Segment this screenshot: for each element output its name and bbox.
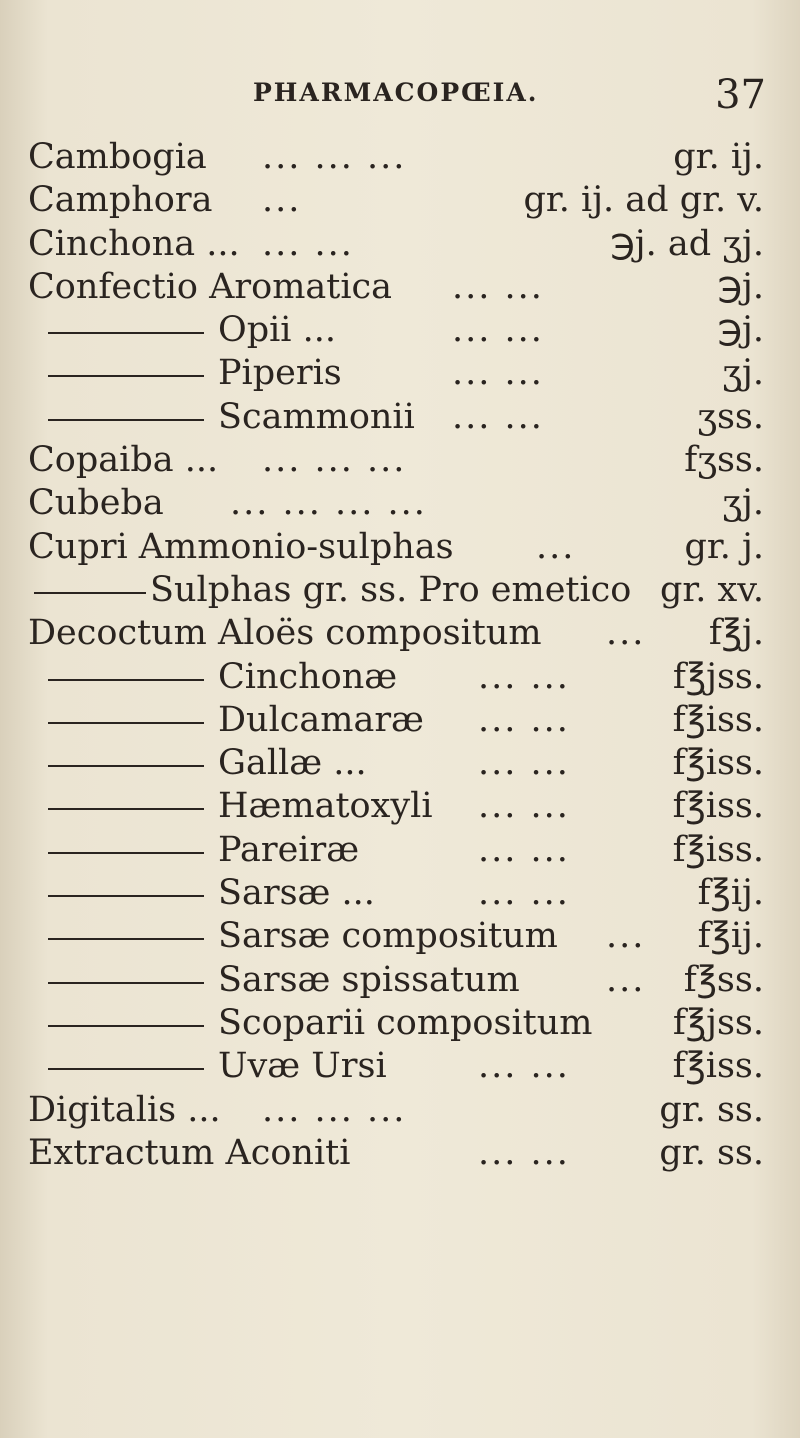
ditto-dash	[48, 895, 204, 897]
entry-name: Dulcamaræ	[218, 699, 424, 740]
ditto-dash	[48, 982, 204, 984]
entry-name: Sarsæ ...	[218, 873, 375, 914]
ditto-dash	[34, 592, 146, 594]
list-item	[0, 915, 800, 958]
page-number: 37	[715, 72, 766, 118]
leader-dots: ... ... ...	[262, 137, 407, 177]
leader-dots: ... ...	[478, 873, 570, 914]
leader-dots: ... ...	[478, 786, 570, 827]
list-item	[0, 742, 800, 785]
list-item	[0, 959, 800, 1002]
leader-dots: ... ...	[478, 699, 570, 740]
ditto-dash	[48, 1025, 204, 1027]
entry-dose: f℥iss.	[672, 786, 764, 827]
list-item	[0, 352, 800, 395]
entry-name: Decoctum Aloës compositum	[28, 613, 542, 654]
entry-dose: gr. ss.	[659, 1132, 764, 1173]
entry-dose: ℈j. ad ʒj.	[610, 223, 764, 264]
ditto-dash	[48, 1068, 204, 1070]
entry-name: Cinchonæ	[218, 656, 398, 697]
entry-dose: gr. j.	[684, 526, 764, 567]
entry-name: Cupri Ammonio-sulphas	[28, 526, 454, 567]
entry-dose: f℥ss.	[683, 959, 764, 1000]
list-item	[0, 829, 800, 872]
leader-dots: ... ...	[478, 829, 570, 870]
entry-name: Pareiræ	[218, 829, 360, 870]
list-item	[0, 396, 800, 439]
entry-dose: f℥jss.	[672, 656, 764, 697]
entry-dose: ℈j.	[717, 266, 764, 307]
entry-dose: f℥jss.	[672, 1002, 764, 1043]
list-item	[0, 223, 800, 266]
entry-name: Opii ...	[218, 310, 336, 351]
entry-dose: gr. xv.	[659, 569, 764, 610]
list-item	[0, 569, 800, 612]
entry-name: Camphora	[28, 180, 213, 221]
entry-name: Uvæ Ursi	[218, 1046, 387, 1087]
list-item	[0, 699, 800, 742]
list-item	[0, 785, 800, 828]
entry-name: Digitalis ...	[28, 1089, 221, 1130]
entry-dose: gr. ij. ad gr. v.	[523, 180, 764, 221]
list-item	[0, 1002, 800, 1045]
entry-dose: ℈j.	[717, 310, 764, 351]
entry-name: Piperis	[218, 353, 342, 394]
ditto-dash	[48, 722, 204, 724]
entry-name: Sulphas gr. ss. Pro emetico	[150, 569, 632, 610]
entry-dose: f℥ij.	[697, 916, 764, 957]
ditto-dash	[48, 852, 204, 854]
entry-name: Scoparii compositum	[218, 1002, 593, 1043]
leader-dots: ... ... ...	[262, 1089, 407, 1130]
leader-dots: ...	[606, 613, 646, 654]
ditto-dash	[48, 375, 204, 377]
leader-dots: ...	[606, 916, 646, 957]
list-item	[0, 526, 800, 569]
entry-dose: fʒss.	[684, 440, 764, 481]
list-item	[0, 1132, 800, 1175]
ditto-dash	[48, 679, 204, 681]
leader-dots: ... ... ... ...	[230, 483, 427, 524]
list-item	[0, 872, 800, 915]
leader-dots: ... ...	[452, 266, 544, 307]
entry-name: Sarsæ spissatum	[218, 959, 520, 1000]
page-header	[0, 72, 800, 122]
entry-name: Sarsæ compositum	[218, 916, 558, 957]
ditto-dash	[48, 938, 204, 940]
entry-dose: f℥iss.	[672, 1046, 764, 1087]
dosage-list	[0, 136, 800, 1175]
running-head: PHARMACOPŒIA.	[253, 78, 539, 107]
entry-name: Cinchona ...	[28, 223, 240, 264]
leader-dots: ... ...	[478, 743, 570, 784]
leader-dots: ...	[536, 526, 576, 567]
entry-name: Gallæ ...	[218, 743, 367, 784]
entry-name: Copaiba ...	[28, 440, 219, 481]
entry-name: Scammonii	[218, 396, 415, 437]
list-item	[0, 656, 800, 699]
list-item	[0, 136, 800, 179]
entry-dose: gr. ss.	[659, 1089, 764, 1130]
entry-name: Cubeba	[28, 483, 164, 524]
leader-dots: ... ... ...	[262, 440, 407, 481]
leader-dots: ... ...	[478, 1046, 570, 1087]
entry-dose: ʒj.	[722, 483, 764, 524]
entry-name: Hæmatoxyli	[218, 786, 433, 827]
list-item	[0, 1045, 800, 1088]
entry-dose: f℥j.	[708, 613, 764, 654]
ditto-dash	[48, 332, 204, 334]
entry-dose: f℥iss.	[672, 829, 764, 870]
list-item	[0, 309, 800, 352]
list-item	[0, 439, 800, 482]
entry-dose: ʒj.	[722, 353, 764, 394]
entry-name: Confectio Aromatica	[28, 266, 392, 307]
entry-dose: f℥iss.	[672, 699, 764, 740]
list-item	[0, 482, 800, 525]
leader-dots: ... ...	[452, 353, 544, 394]
entry-dose: f℥ij.	[697, 873, 764, 914]
leader-dots: ... ...	[262, 223, 354, 264]
ditto-dash	[48, 808, 204, 810]
entry-name: Extractum Aconiti	[28, 1132, 351, 1173]
entry-dose: ʒss.	[697, 396, 764, 437]
list-item	[0, 179, 800, 222]
list-item	[0, 266, 800, 309]
entry-dose: gr. ij.	[673, 137, 764, 177]
list-item	[0, 1089, 800, 1132]
ditto-dash	[48, 419, 204, 421]
leader-dots: ...	[606, 959, 646, 1000]
list-item	[0, 612, 800, 655]
entry-dose: f℥iss.	[672, 743, 764, 784]
leader-dots: ... ...	[452, 310, 544, 351]
leader-dots: ... ...	[478, 656, 570, 697]
leader-dots: ... ...	[452, 396, 544, 437]
entry-name: Cambogia	[28, 137, 207, 177]
ditto-dash	[48, 765, 204, 767]
leader-dots: ...	[262, 180, 302, 221]
leader-dots: ... ...	[478, 1132, 570, 1173]
